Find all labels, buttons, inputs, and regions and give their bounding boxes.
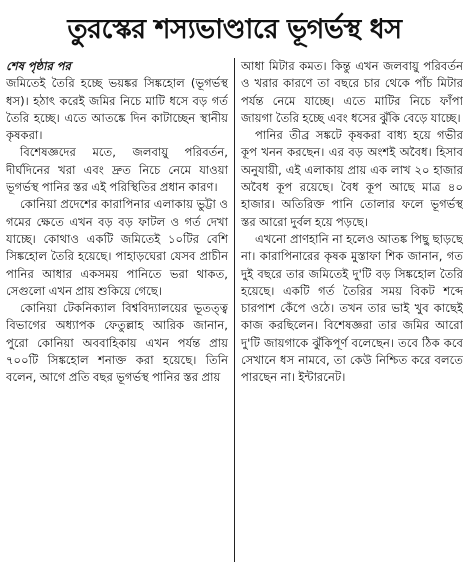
article-column-left: [6, 58, 234, 562]
article-paragraph: [6, 58, 228, 144]
article-paragraph: কোনিয়া টেকনিক্যাল বিশ্ববিদ্যালয়ের ভূতত্ত্ব বিভাগের অধ্যাপক ফেতুল্লাহ আরিক জানান, পুরো কোনিয়া অববাহিকায় এখন পর্যন্ত প্রায় ৭০০টি সিঙ্কহোল শনাক্ত করা হয়েছে। তিনি বলেন, আগে প্রতি বছর ভূগর্ভস্থ পানির স্তর প্রায়: [6, 301, 228, 385]
article-body: [6, 58, 463, 562]
article-headline: তুরস্কের শস্যভাণ্ডারে ভূগর্ভস্থ ধস: [67, 14, 402, 45]
article-paragraph: কোনিয়া প্রদেশের কারাপিনার এলাকায় ভুট্টা ও গমের ক্ষেতে এখন বড় বড় ফাটল ও গর্ত দেখা যাচ্ছে। কোথাও একটি জমিতেই ১০টির বেশি সিঙ্কহোল তৈরি হয়েছে। পাহাড়ঘেরা যেসব প্রাচীন পানির আধার একসময় পানিতে ভরা থাকত, সেগুলো এখন প্রায় শুকিয়ে গেছে।: [6, 197, 228, 298]
article-column-right: [235, 58, 463, 562]
article-paragraph: পানির তীব্র সঙ্কটে কৃষকরা বাধ্য হয়ে গভীর কূপ খনন করছেন। এর বড় অংশই অবৈধ। হিসাব অনুযায়ী, এই এলাকায় প্রায় এক লাখ ২০ হাজার অবৈধ কূপ রয়েছে। বৈধ কূপ আছে মাত্র ৪০ হাজার। অতিরিক্ত পানি তোলার ফলে ভূগর্ভস্থ স্তর আরো দুর্বল হয়ে পড়ছে।: [241, 128, 463, 229]
paragraph-text: জমিতেই তৈরি হচ্ছে ভয়ঙ্কর সিঙ্কহোল (ভূগর্ভস্থ ধস)। হঠাৎ করেই জমির নিচে মাটি ধসে বড় গর্ত তৈরি হচ্ছে। এতে আতঙ্কে দিন কাটাচ্ছেন স্থানীয় কৃষকরা।: [6, 76, 228, 143]
article-paragraph: এখনো প্রাণহানি না হলেও আতঙ্ক পিছু ছাড়ছে না। কারাপিনারের কৃষক মুস্তাফা শিক জানান, গত দুই বছরে তার জমিতেই দু'টি বড় সিঙ্কহোল তৈরি হয়েছে। একটি গর্ত তৈরির সময় বিকট শব্দে চারপাশ কেঁপে ওঠে। তখন তার ভাই খুব কাছেই কাজ করছিলেন। বিশেষজ্ঞরা তার জমির আরো দু'টি জায়গাকে ঝুঁকিপূর্ণ বলেছেন। তবে ঠিক কবে সেখানে ধস নামবে, তা কেউ নিশ্চিত করে বলতে পারছেন না। ইন্টারনেট।: [241, 231, 463, 385]
continuation-kicker: শেষ পৃষ্ঠার পর: [6, 59, 71, 73]
article-paragraph: আধা মিটার কমত। কিন্তু এখন জলবায়ু পরিবর্তন ও খরার কারণে তা বছরে চার থেকে পাঁচ মিটার পর্যন্ত নেমে যাচ্ছে। এতে মাটির নিচে ফাঁপা জায়গা তৈরি হচ্ছে এবং ধসের ঝুঁকি বেড়ে যাচ্ছে।: [241, 59, 463, 125]
article-paragraph: বিশেষজ্ঞদের মতে, জলবায়ু পরিবর্তন, দীর্ঘদিনের খরা এবং দ্রুত নিচে নেমে যাওয়া ভূগর্ভস্থ পানির স্তর এই পরিস্থিতির প্রধান কারণ।: [6, 145, 228, 195]
